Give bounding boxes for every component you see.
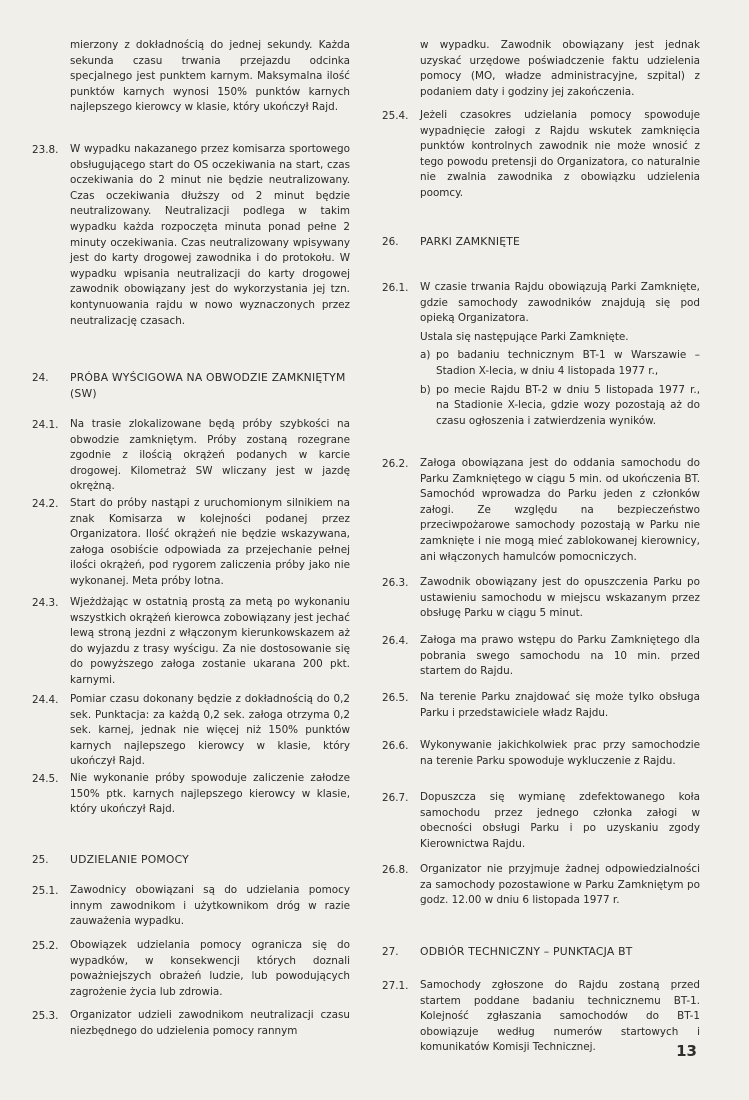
- section-26-8: [382, 862, 700, 909]
- list-item-a: [420, 348, 700, 379]
- heading-text: UDZIELANIE POMOCY: [70, 853, 189, 866]
- section-25-3: [32, 1008, 350, 1039]
- section-text: Samochody zgłoszone do Rajdu zostaną przed startem poddane badaniu technicznemu BT-1. Kolejność zgłaszania samochodów do BT-1 obowiązuje według numerów startowych i komunikatów Komisji Technicznej.: [420, 979, 700, 1054]
- list-text: po mecie Rajdu BT-2 w dniu 5 listopada 1977 r., na Stadionie X-lecia, gdzie wozy pozostają aż do czasu ogłoszenia i zatwierdzenia wyników.: [436, 383, 700, 427]
- section-25-1: [32, 883, 350, 930]
- page-number: 13: [676, 1042, 697, 1060]
- section-text: Jeżeli czasokres udzielania pomocy spowoduje wypadnięcie załogi z Rajdu wskutek zamknięcia punktów kontrolnych zawodnik nie może wnosić z tego powodu pretensji do Organizatora, co naturalnie nie zwalnia zawodnika z obowiązku udzielenia poomcy.: [420, 109, 700, 199]
- section-27-1: [382, 978, 700, 1056]
- list-label: b): [420, 383, 431, 396]
- heading-number: 25.: [32, 854, 49, 866]
- section-number: 25.4.: [382, 110, 409, 122]
- section-26-7: [382, 790, 700, 852]
- section-text: Na trasie zlokalizowane będą próby szybkości na obwodzie zamkniętym. Próby zostaną rozegrane zgodnie z ilością okrążeń podanych w karcie drogowej. Kilometraż SW wliczany jest w jazdę okrężną.: [70, 418, 350, 493]
- section-number: 24.5.: [32, 773, 59, 785]
- section-number: 25.2.: [32, 940, 59, 952]
- section-number: 26.5.: [382, 692, 409, 704]
- section-number: 23.8.: [32, 144, 59, 156]
- section-number: 24.2.: [32, 498, 59, 510]
- section-26-3: [382, 575, 700, 622]
- section-text: Załoga obowiązana jest do oddania samochodu do Parku Zamkniętego w ciągu 5 min. od ukończenia BT. Samochód wprowadza do Parku jeden z członków załogi. Ze względu na bezpieczeństwo przeciwpożarowe samochody pozostają w Parku nie zamknięte i nie mogą mieć zablokowanej kierownicy, ani włączonych hamulców pomocniczych.: [420, 457, 700, 563]
- section-number: 25.1.: [32, 885, 59, 897]
- section-number: 26.3.: [382, 577, 409, 589]
- section-text: Dopuszcza się wymianę zdefektowanego koła samochodu przez jednego członka załogi w obecności obsługi Parku i po uzyskaniu zgody Kierownictwa Rajdu.: [420, 791, 700, 850]
- list-item-b: [420, 383, 700, 430]
- section-26-6: [382, 738, 700, 769]
- section-text: Nie wykonanie próby spowoduje zaliczenie załodze 150% ptk. karnych najlepszego kierowcy w klasie, który ukończył Rajd.: [70, 772, 350, 816]
- section-24-3: [32, 595, 350, 689]
- section-heading-25: [32, 852, 350, 869]
- section-text: Pomiar czasu dokonany będzie z dokładnością do 0,2 sek. Punktacja: za każdą 0,2 sek. załoga otrzyma 0,2 sek. karnej, jednak nie więcej niż 150% punktów karnych najlepszego kierowcy w klasie, który ukończył Rajd.: [70, 693, 350, 768]
- heading-text: PARKI ZAMKNIĘTE: [420, 235, 521, 248]
- section-text: Załoga ma prawo wstępu do Parku Zamkniętego dla pobrania swego samochodu na 10 min. przed startem do Rajdu.: [420, 634, 700, 678]
- section-26-2: [382, 456, 700, 565]
- heading-text: PRÓBA WYŚCIGOWA NA OBWODZIE ZAMKNIĘTYM (SW): [70, 371, 346, 400]
- section-number: 24.1.: [32, 419, 59, 431]
- section-number: 24.3.: [32, 597, 59, 609]
- heading-number: 24.: [32, 372, 49, 384]
- heading-number: 27.: [382, 946, 399, 958]
- section-24-2: [32, 496, 350, 590]
- section-number: 25.3.: [32, 1010, 59, 1022]
- section-26-4: [382, 633, 700, 680]
- section-number: 26.1.: [382, 282, 409, 294]
- section-24-1: [32, 417, 350, 495]
- section-text: Start do próby nastąpi z uruchomionym silnikiem na znak Komisarza w kolejności podanej przez Organizatora. Ilość okrążeń nie będzie wskazywana, załoga osobiście odpowiada za przejechanie pełnej ilości okrążeń, pod rygorem zaliczenia próby jako nie wykonanej. Meta próby lotna.: [70, 497, 350, 587]
- section-subtext: Ustala się następujące Parki Zamknięte.: [420, 330, 629, 343]
- section-heading-26: [382, 234, 700, 251]
- paragraph-text: mierzony z dokładnością do jednej sekundy. Każda sekunda czasu trwania przejazdu odcinka specjalnego jest punktem karnym. Maksymalna ilość punktów karnych wynosi 150% punktów karnych najlepszego kierowcy w klasie, który ukończył Rajd.: [70, 39, 350, 114]
- section-text: Wjeżdżając w ostatnią prostą za metą po wykonaniu wszystkich okrążeń kierowca zobowiązany jest jechać lewą stroną jezdni z włączonym kierunkowskazem aż do wyjazdu z trasy wyścigu. Za nie dostosowanie się do powyższego załoga zostanie ukarana 200 pkt. karnymi.: [70, 596, 350, 686]
- continued-paragraph: [32, 38, 350, 116]
- section-body: [420, 280, 700, 429]
- section-24-4: [32, 692, 350, 770]
- section-text: Obowiązek udzielania pomocy ogranicza się do wypadków, w konsekwencji których doznali poważniejszych obrażeń ludzie, lub powodujących zagrożenie życia lub zdrowia.: [70, 939, 350, 998]
- section-25-4: [382, 108, 700, 202]
- section-number: 24.4.: [32, 694, 59, 706]
- heading-text: ODBIÓR TECHNICZNY – PUNKTACJA BT: [420, 945, 633, 958]
- section-24-5: [32, 771, 350, 818]
- list-label: a): [420, 349, 431, 362]
- section-text: Wykonywanie jakichkolwiek prac przy samochodzie na terenie Parku spowoduje wykluczenie z Rajdu.: [420, 739, 700, 767]
- section-text: Zawodnik obowiązany jest do opuszczenia Parku po ustawieniu samochodu w miejscu wskazanym przez obsługę Parku w ciągu 5 minut.: [420, 576, 700, 620]
- section-text: Organizator nie przyjmuje żadnej odpowiedzialności za samochody pozostawione w Parku Zamkniętym po godz. 12.00 w dniu 6 listopada 1977 r.: [420, 863, 700, 907]
- section-text: Organizator udzieli zawodnikom neutralizacji czasu niezbędnego do udzielenia pomocy rannym: [70, 1009, 350, 1037]
- section-text: Na terenie Parku znajdować się może tylko obsługa Parku i przedstawiciele władz Rajdu.: [420, 691, 700, 719]
- section-number: 27.1.: [382, 980, 409, 992]
- section-23-8: [32, 142, 350, 329]
- section-number: 26.4.: [382, 635, 409, 647]
- section-heading-24: [32, 370, 350, 401]
- section-text: W czasie trwania Rajdu obowiązują Parki Zamknięte, gdzie samochody zawodników znajdują się pod opieką Organizatora.: [420, 281, 700, 325]
- section-26-1: [382, 280, 700, 429]
- section-25-2: [32, 938, 350, 1000]
- section-number: 26.6.: [382, 740, 409, 752]
- heading-number: 26.: [382, 236, 399, 248]
- section-text: W wypadku nakazanego przez komisarza sportowego obsługującego start do OS oczekiwania na start, czas oczekiwania do 2 minut nie będzie neutralizowany. Czas oczekiwania dłuższy od 2 minut będzie neutralizowany. Neutralizacji podlega w takim wypadku każda rozpoczęta minuta ponad pełne 2 minuty oczekiwania. Czas neutralizowany wpisywany jest do karty drogowej zawodnika i do protokołu. W wypadku wpisania neutralizacji do karty drogowej zawodnik obowiązany jest do wykorzystania jej tzn. kontynuowania rajdu w nowo wyznaczonych przez neutralizację czasach.: [70, 143, 350, 327]
- list-text: po badaniu technicznym BT-1 w Warszawie – Stadion X-lecia, w dniu 4 listopada 1977 r.,: [436, 349, 700, 377]
- section-26-5: [382, 690, 700, 721]
- section-number: 26.8.: [382, 864, 409, 876]
- continued-paragraph: [382, 38, 700, 100]
- paragraph-text: w wypadku. Zawodnik obowiązany jest jednak uzyskać urzędowe poświadczenie faktu udzielenia pomocy (MO, władze administracyjne, szpital) z podaniem daty i godziny jej zakończenia.: [420, 39, 700, 98]
- section-number: 26.7.: [382, 792, 409, 804]
- section-number: 26.2.: [382, 458, 409, 470]
- section-text: Zawodnicy obowiązani są do udzielania pomocy innym zawodnikom i użytkownikom dróg w razie zauważenia wypadku.: [70, 884, 350, 928]
- section-heading-27: [382, 944, 700, 961]
